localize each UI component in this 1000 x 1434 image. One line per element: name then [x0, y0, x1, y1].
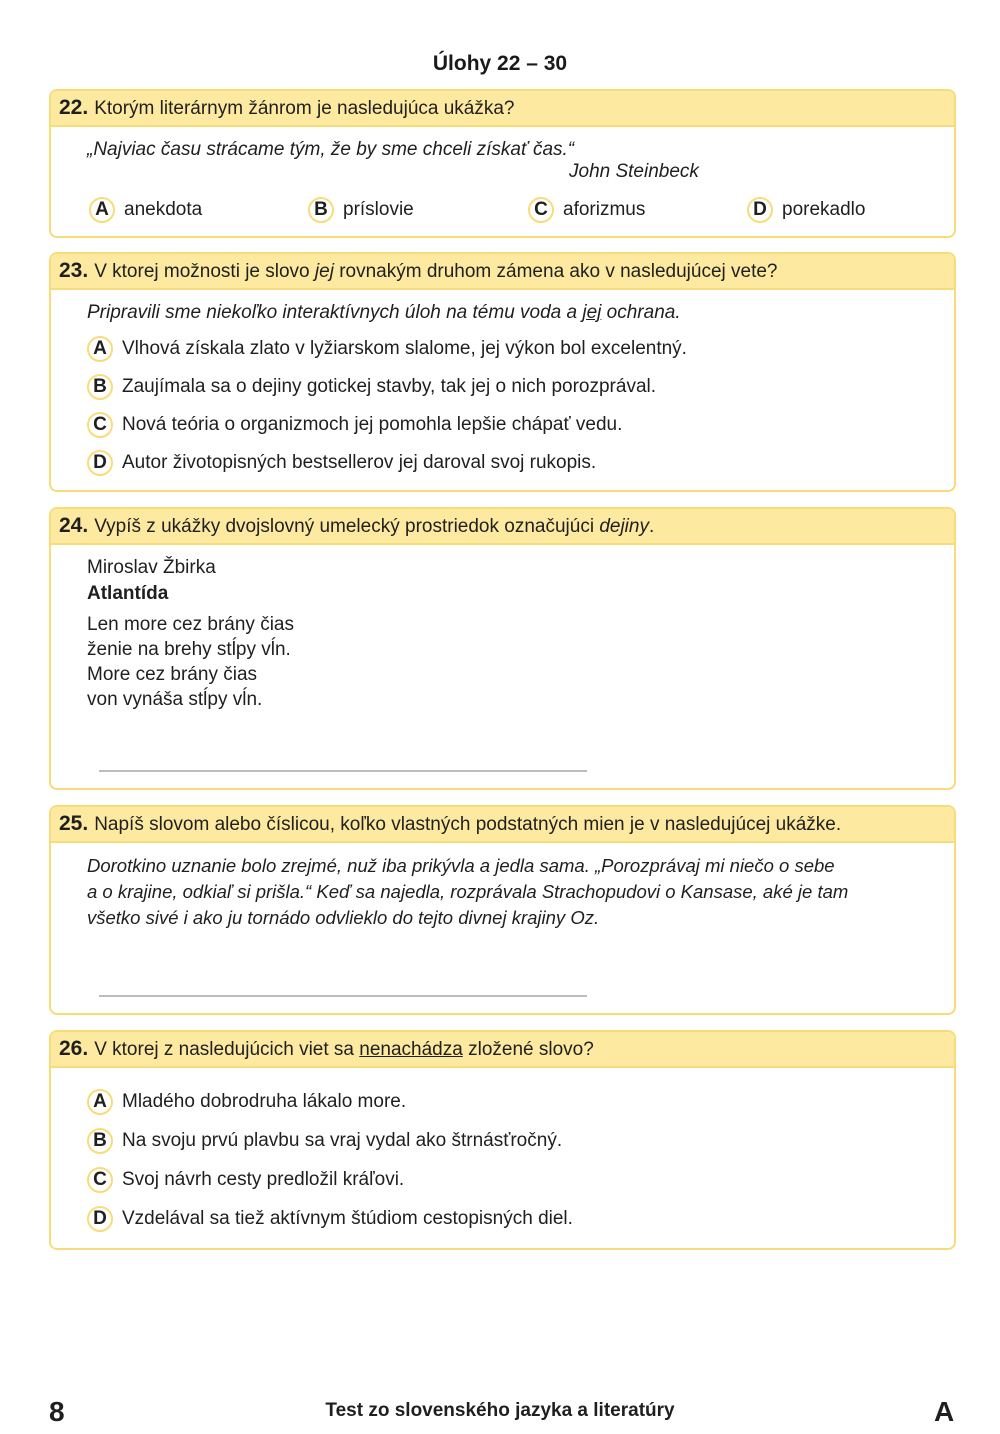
option-letter: D: [87, 450, 113, 476]
option-letter: D: [747, 197, 773, 223]
sample-sentence: Pripravili sme niekoľko interaktívnych úloh na tému voda a jej ochrana.: [87, 302, 681, 323]
option-a[interactable]: [87, 1082, 946, 1121]
option-b[interactable]: [308, 197, 414, 223]
option-text: aforizmus: [563, 199, 646, 220]
question-number: 22.: [59, 96, 89, 119]
question-text: Ktorým literárnym žánrom je nasledujúca ukážka?: [94, 98, 515, 119]
option-d[interactable]: [747, 197, 865, 223]
poem-line: von vynáša stĺpy vĺn.: [87, 689, 263, 710]
option-letter: A: [87, 1089, 113, 1115]
question-number: 24.: [59, 514, 89, 537]
question-22: [49, 89, 956, 238]
option-c[interactable]: [87, 1160, 946, 1199]
option-b[interactable]: [87, 1121, 946, 1160]
poem-line: Len more cez brány čias: [87, 614, 294, 635]
poem-title: Atlantída: [87, 583, 169, 604]
option-text: Vlhová získala zlato v lyžiarskom slalome, jej výkon bol excelentný.: [122, 338, 687, 359]
option-text: Nová teória o organizmoch jej pomohla lepšie chápať vedu.: [122, 414, 623, 435]
question-24-header: [51, 509, 954, 545]
question-text: V ktorej možnosti je slovo jej rovnakým druhom zámena ako v nasledujúcej vete?: [94, 261, 778, 282]
option-text: príslovie: [343, 199, 414, 220]
option-a[interactable]: [89, 197, 202, 223]
question-26: [49, 1030, 956, 1250]
option-letter: B: [87, 374, 113, 400]
question-25: [49, 805, 956, 1015]
option-c[interactable]: [87, 406, 946, 444]
option-text: porekadlo: [782, 199, 866, 220]
question-number: 25.: [59, 812, 89, 835]
option-text: Vzdelával sa tiež aktívnym štúdiom cestopisných diel.: [122, 1207, 573, 1229]
text-line: všetko sivé i ako ju tornádo odvlieklo do tejto divnej krajiny Oz.: [87, 907, 600, 928]
option-letter: D: [87, 1206, 113, 1232]
question-number: 23.: [59, 259, 89, 282]
question-text: Napíš slovom alebo číslicou, koľko vlastných podstatných mien je v nasledujúcej ukážke.: [94, 814, 842, 835]
question-25-header: [51, 807, 954, 843]
option-letter: C: [87, 412, 113, 438]
quote-author: John Steinbeck: [569, 161, 699, 182]
option-text: Zaujímala sa o dejiny gotickej stavby, tak jej o nich porozprával.: [122, 376, 657, 397]
option-b[interactable]: [87, 368, 946, 406]
test-variant: A: [934, 1396, 955, 1427]
option-d[interactable]: [87, 1199, 946, 1238]
poem-author: Miroslav Žbirka: [87, 557, 216, 578]
answer-line[interactable]: [99, 995, 587, 997]
option-letter: A: [89, 197, 115, 223]
option-a[interactable]: [87, 330, 946, 368]
option-c[interactable]: [528, 197, 645, 223]
option-letter: A: [87, 336, 113, 362]
option-letter: B: [87, 1128, 113, 1154]
question-26-header: [51, 1032, 954, 1068]
page-title: Úlohy 22 – 30: [432, 52, 568, 75]
option-letter: B: [308, 197, 334, 223]
answer-line[interactable]: [99, 770, 587, 772]
option-text: Svoj návrh cesty predložil kráľovi.: [122, 1168, 405, 1190]
text-line: Dorotkino uznanie bolo zrejmé, nuž iba prikývla a jedla sama. „Porozprávaj mi niečo o sebe: [87, 855, 835, 876]
question-23-header: [51, 254, 954, 290]
poem-line: More cez brány čias: [87, 664, 258, 685]
question-23: [49, 252, 956, 492]
option-text: Mladého dobrodruha lákalo more.: [122, 1090, 407, 1112]
option-text: anekdota: [124, 199, 203, 220]
page-number: 8: [49, 1396, 65, 1427]
question-22-header: [51, 91, 954, 127]
poem-line: ženie na brehy stĺpy vĺn.: [87, 639, 291, 660]
question-24: [49, 507, 956, 790]
option-text: Na svoju prvú plavbu sa vraj vydal ako štrnásťročný.: [122, 1129, 563, 1151]
question-number: 26.: [59, 1037, 89, 1060]
option-letter: C: [528, 197, 554, 223]
option-letter: C: [87, 1167, 113, 1193]
footer-title: Test zo slovenského jazyka a literatúry: [325, 1400, 675, 1421]
question-text: V ktorej z nasledujúcich viet sa nenachádza zložené slovo?: [94, 1039, 594, 1060]
option-text: Autor životopisných bestsellerov jej daroval svoj rukopis.: [122, 452, 597, 473]
option-d[interactable]: [87, 444, 946, 482]
text-line: a o krajine, odkiaľ si prišla.“ Keď sa najedla, rozprávala Strachopudovi o Kansase, aké je tam: [87, 881, 849, 902]
quote: „Najviac času strácame tým, že by sme chceli získať čas.“: [87, 139, 575, 160]
question-text: Vypíš z ukážky dvojslovný umelecký prostriedok označujúci dejiny.: [94, 516, 655, 537]
